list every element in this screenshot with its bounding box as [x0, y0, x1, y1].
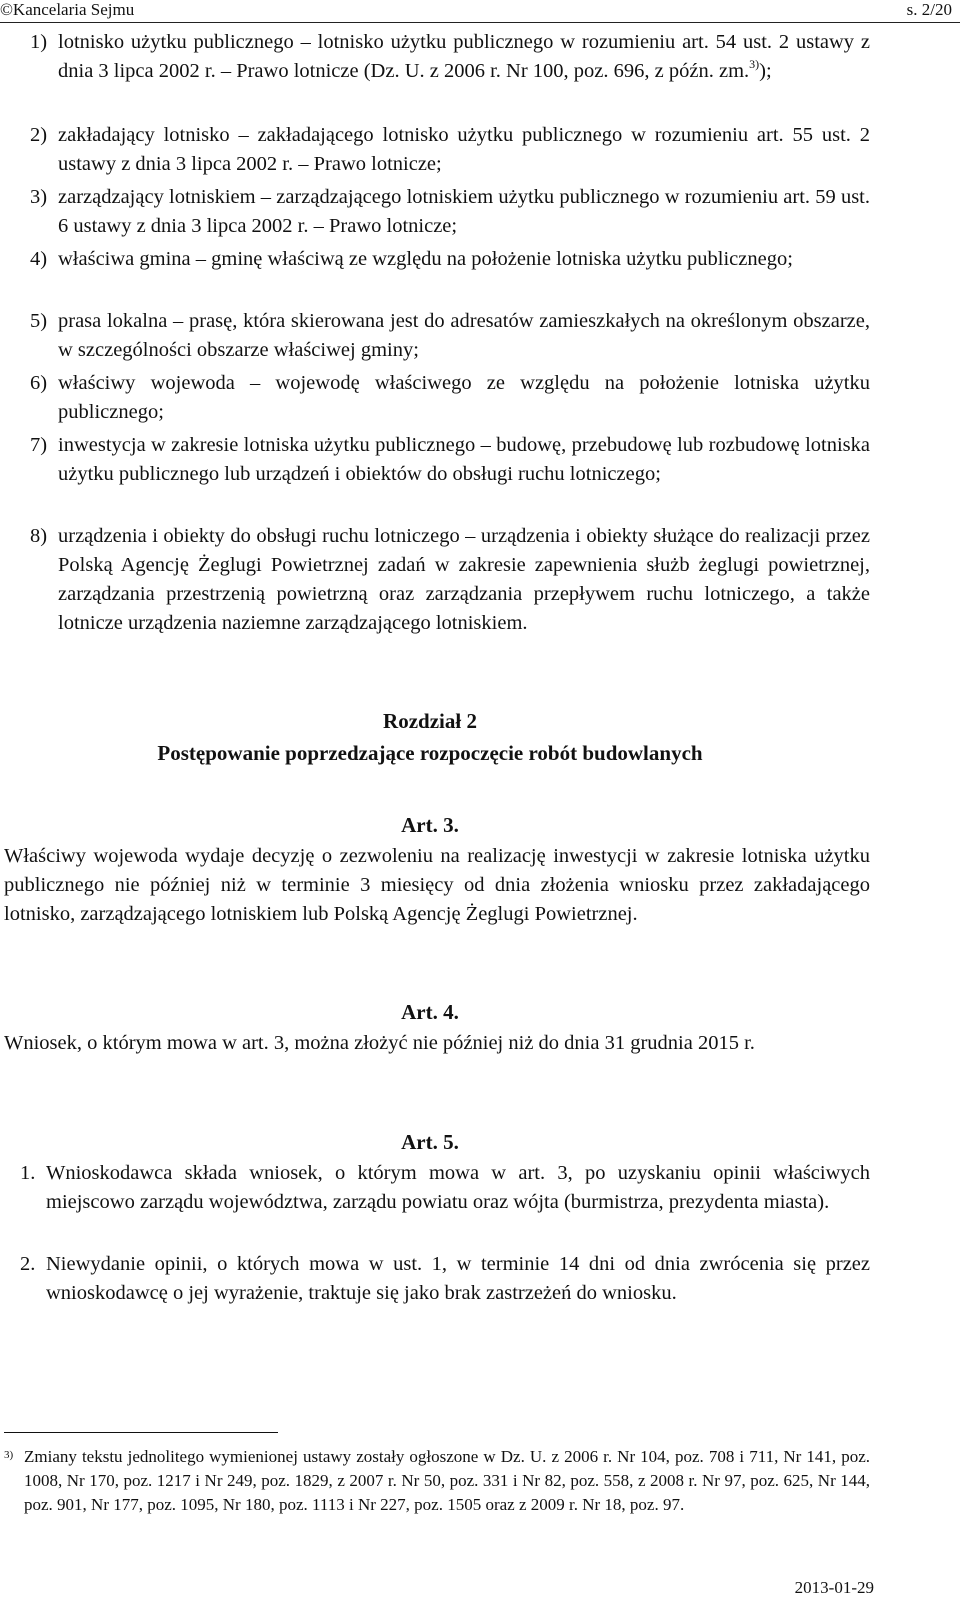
definition-item-6: [30, 369, 870, 427]
footnote-reference[interactable]: 3): [749, 57, 760, 71]
definition-item-7: [30, 431, 870, 489]
header-source: ©Kancelaria Sejmu: [0, 0, 135, 19]
article-5-heading: Art. 5.: [401, 1130, 459, 1154]
definition-number: 1): [30, 31, 48, 53]
definition-text: lotnisko użytku publicznego – lotnisko użytku publicznego w rozumieniu art. 54 ust. 2 ustawy z dnia 3 lipca 2002 r. – Prawo lotnicze (Dz. U. z 2006 r. Nr 100, poz. 696, z późn. zm.$^{3)}$);: [58, 31, 870, 82]
document-date: 2013-01-29: [794, 1578, 874, 1597]
paragraph-text: Wnioskodawca składa wniosek, o którym mowa w art. 3, po uzyskaniu opinii właściwych miejscowo zarządu województwa, zarządu powiatu oraz wójta (burmistrza, prezydenta miasta).: [46, 1162, 870, 1213]
definition-number: 6): [30, 372, 48, 394]
definition-number: 8): [30, 525, 48, 547]
definition-item-1: [30, 28, 870, 86]
chapter-number: Rozdział 2: [383, 709, 477, 733]
page-number: s. 2/20: [906, 0, 952, 19]
paragraph-number: 1.: [20, 1162, 36, 1184]
definition-text: inwestycja w zakresie lotniska użytku publicznego – budowę, przebudowę lub rozbudowę lotniska użytku publicznego lub urządzeń i obiektów do obsługi ruchu lotniczego;: [58, 434, 870, 485]
article-5-paragraph-1: [20, 1159, 870, 1217]
definition-text: zakładający lotnisko – zakładającego lotnisko użytku publicznego w rozumieniu art. 55 ust. 2 ustawy z dnia 3 lipca 2002 r. – Prawo lotnicze;: [58, 124, 870, 175]
definition-text: właściwy wojewoda – wojewodę właściwego ze względu na położenie lotniska użytku publicznego;: [58, 372, 870, 423]
definition-item-8: [30, 522, 870, 638]
article-4-heading: Art. 4.: [401, 1000, 459, 1024]
article-3-heading: Art. 3.: [401, 813, 459, 837]
article-3-text: Właściwy wojewoda wydaje decyzję o zezwoleniu na realizację inwestycji w zakresie lotniska użytku publicznego nie później niż w terminie 3 miesięcy od dnia złożenia wniosku przez zakładającego lotnisko, zarządzającego lotniskiem lub Polską Agencję Żeglugi Powietrznej.: [4, 845, 870, 925]
definition-number: 3): [30, 186, 48, 208]
definition-number: 4): [30, 248, 48, 270]
definition-number: 7): [30, 434, 48, 456]
definition-text: prasa lokalna – prasę, która skierowana jest do adresatów zamieszkałych na określonym obszarze, w szczególności obszarze właściwej gminy;: [58, 310, 870, 361]
paragraph-text: Niewydanie opinii, o których mowa w ust. 1, w terminie 14 dni od dnia zwrócenia się przez wnioskodawcę o jej wyrażenie, traktuje się jako brak zastrzeżeń do wniosku.: [46, 1253, 870, 1304]
article-4-text: Wniosek, o którym mowa w art. 3, można złożyć nie później niż do dnia 31 grudnia 2015 r.: [4, 1032, 755, 1054]
header-divider: [0, 22, 960, 23]
chapter-title: Postępowanie poprzedzające rozpoczęcie robót budowlanych: [157, 741, 703, 765]
article-5-paragraph-2: [20, 1250, 870, 1308]
definition-item-5: [30, 307, 870, 365]
definition-number: 5): [30, 310, 48, 332]
footnote: [4, 1445, 870, 1517]
definition-number: 2): [30, 124, 48, 146]
footnote-mark: 3): [4, 1449, 14, 1461]
definition-text: właściwa gmina – gminę właściwą ze względu na położenie lotniska użytku publicznego;: [58, 248, 793, 270]
definition-item-4: [30, 245, 870, 274]
footnote-text: Zmiany tekstu jednolitego wymienionej ustawy zostały ogłoszone w Dz. U. z 2006 r. Nr 104, poz. 708 i 711, Nr 141, poz. 1008, Nr 170, poz. 1217 i Nr 249, poz. 1829, z 2007 r. Nr 50, poz. 331 i Nr 82, poz. 558, z 2008 r. Nr 97, poz. 625, Nr 144, poz. 901, Nr 177, poz. 1095, Nr 180, poz. 1113 i Nr 227, poz. 1505 oraz z 2009 r. Nr 18, poz. 97.: [24, 1447, 870, 1514]
definition-item-3: [30, 183, 870, 241]
definition-text: urządzenia i obiekty do obsługi ruchu lotniczego – urządzenia i obiekty służące do realizacji przez Polską Agencję Żeglugi Powietrznej zadań w zakresie zapewnienia służb żeglugi powietrznej, zarządzania przestrzenią powietrzną oraz zarządzania przepływem ruchu lotniczego, a także lotnicze urządzenia naziemne zarządzającego lotniskiem.: [58, 525, 870, 634]
definition-item-2: [30, 121, 870, 179]
footnote-divider: [4, 1432, 278, 1433]
definition-text: zarządzający lotniskiem – zarządzającego lotniskiem użytku publicznego w rozumieniu art. 59 ust. 6 ustawy z dnia 3 lipca 2002 r. – Prawo lotnicze;: [58, 186, 870, 237]
paragraph-number: 2.: [20, 1253, 36, 1275]
